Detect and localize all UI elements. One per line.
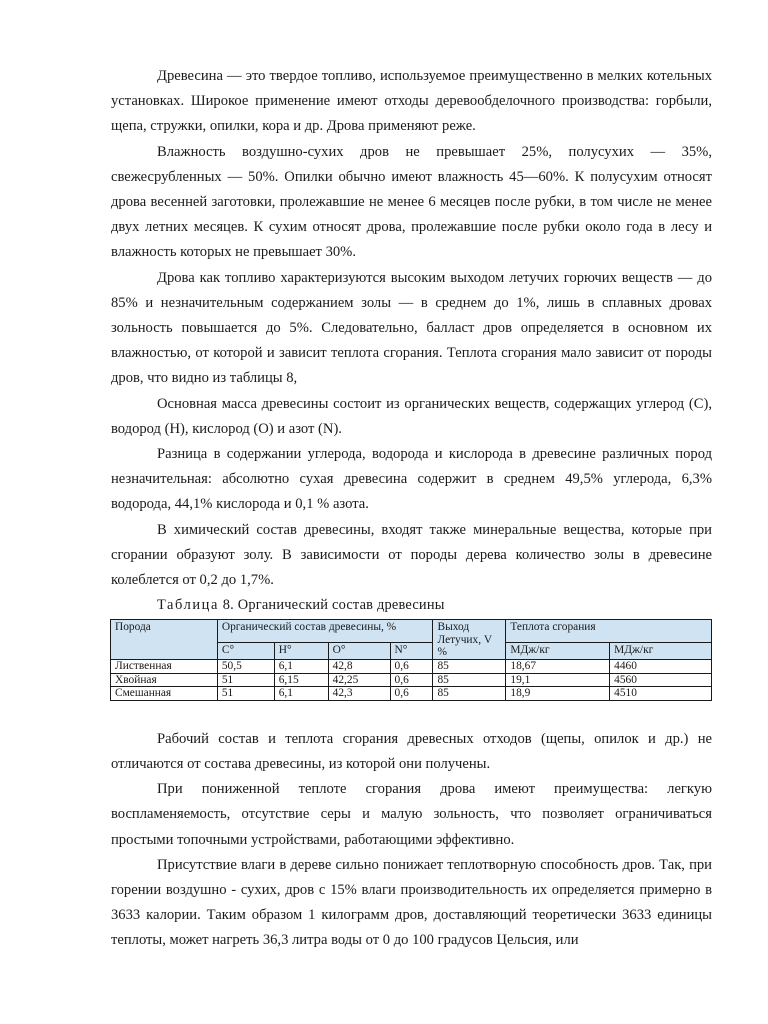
header-breed: Порода	[111, 620, 218, 660]
header-heat-value: Теплота сгорания	[506, 620, 712, 642]
cell-heat-2: 4460	[610, 660, 712, 673]
cell-nitrogen: 0,6	[390, 673, 433, 686]
subheader-carbon: C°	[217, 642, 274, 660]
cell-hydrogen: 6,15	[274, 673, 328, 686]
subheader-heat-unit-2: МДж/кг	[610, 642, 712, 660]
paragraph: Разница в содержании углерода, водорода и кислорода в древесине различных пород незначительная: абсолютно сухая древесина содержит в среднем 49,5% углерода, 6,3% водорода, 44,1% кислорода и 0,1 % азота.	[111, 446, 712, 513]
paragraph: При пониженной теплоте сгорания дрова имеют преимущества: легкую воспламеняемость, отсутствие серы и малую зольность, что позволяет ограничиваться простыми топочными устройствами, работающими эффективно.	[111, 781, 712, 848]
table-row	[111, 660, 712, 673]
cell-volatile: 85	[433, 660, 506, 673]
paragraph: Рабочий состав и теплота сгорания древесных отходов (щепы, опилок и др.) не отличаются от состава древесины, из которой они получены.	[111, 730, 712, 772]
table-caption-title: 8. Органический состав древесины	[218, 597, 445, 614]
table-caption-word: Таблица	[157, 597, 219, 614]
cell-heat-2: 4560	[610, 673, 712, 686]
table-header-row	[111, 620, 712, 642]
cell-breed: Лиственная	[111, 660, 218, 673]
cell-hydrogen: 6,1	[274, 660, 328, 673]
composition-table	[110, 619, 712, 700]
cell-oxygen: 42,3	[328, 687, 390, 700]
cell-nitrogen: 0,6	[390, 660, 433, 673]
cell-breed: Хвойная	[111, 673, 218, 686]
cell-volatile: 85	[433, 673, 506, 686]
header-organic-composition: Органический состав древесины, %	[217, 620, 433, 642]
paragraph: В химический состав древесины, входят также минеральные вещества, которые при сгорании образуют золу. В зависимости от породы дерева количество золы в древесине колеблется от 0,2 до 1,7%.	[111, 521, 712, 589]
cell-hydrogen: 6,1	[274, 687, 328, 700]
table-caption	[157, 595, 712, 615]
subheader-nitrogen: N°	[390, 642, 433, 660]
paragraph: Основная масса древесины состоит из органических веществ, содержащих углерод (С), водород (Н), кислород (О) и азот (N).	[111, 395, 712, 437]
cell-carbon: 50,5	[217, 660, 274, 673]
table-row	[111, 687, 712, 700]
document-page	[111, 64, 712, 954]
cell-oxygen: 42,8	[328, 660, 390, 673]
header-volatile-yield: Выход Летучих, V %	[433, 620, 506, 660]
subheader-hydrogen: H°	[274, 642, 328, 660]
subheader-heat-unit-1: МДж/кг	[506, 642, 610, 660]
table-row	[111, 673, 712, 686]
paragraph: Влажность воздушно-сухих дров не превышает 25%, полусухих — 35%, свежесрубленных — 50%. Опилки обычно имеют влажность 45—60%. К полусухим относят дрова весенней заготовки, пролежавшие не менее 6 месяцев после рубки, в том числе не менее двух летних месяцев. К сухим относят дрова, пролежавшие после рубки около года в лесу и влажность которых не превышает 30%.	[111, 143, 712, 261]
cell-carbon: 51	[217, 687, 274, 700]
cell-heat-1: 19,1	[506, 673, 610, 686]
cell-oxygen: 42,25	[328, 673, 390, 686]
cell-heat-2: 4510	[610, 687, 712, 700]
cell-carbon: 51	[217, 673, 274, 686]
cell-heat-1: 18,67	[506, 660, 610, 673]
subheader-oxygen: O°	[328, 642, 390, 660]
cell-nitrogen: 0,6	[390, 687, 433, 700]
paragraph: Присутствие влаги в дереве сильно понижает теплотворную способность дров. Так, при горении воздушно - сухих, дров с 15% влаги производительность их определяется примерно в 3633 калории. Таким образом 1 килограмм дров, доставляющий теоретически 3633 единицы теплоты, может нагреть 36,3 литра воды от 0 до 100 градусов Цельсия, или	[111, 856, 712, 949]
cell-volatile: 85	[433, 687, 506, 700]
paragraph: Дрова как топливо характеризуются высоким выходом летучих горючих веществ — до 85% и незначительным содержанием золы — в среднем до 1%, лишь в сплавных дровах зольность повышается до 5%. Следовательно, балласт дров определяется в основном их влажностью, от которой и зависит теплота сгорания. Теплота сгорания мало зависит от породы дров, что видно из таблицы 8,	[111, 269, 712, 387]
cell-heat-1: 18,9	[506, 687, 610, 700]
paragraph: Древесина — это твердое топливо, используемое преимущественно в мелких котельных установках. Широкое применение имеют отходы деревообделочного производства: горбыли, щепа, стружки, опилки, кора и др. Дрова применяют реже.	[111, 68, 712, 135]
cell-breed: Смешанная	[111, 687, 218, 700]
